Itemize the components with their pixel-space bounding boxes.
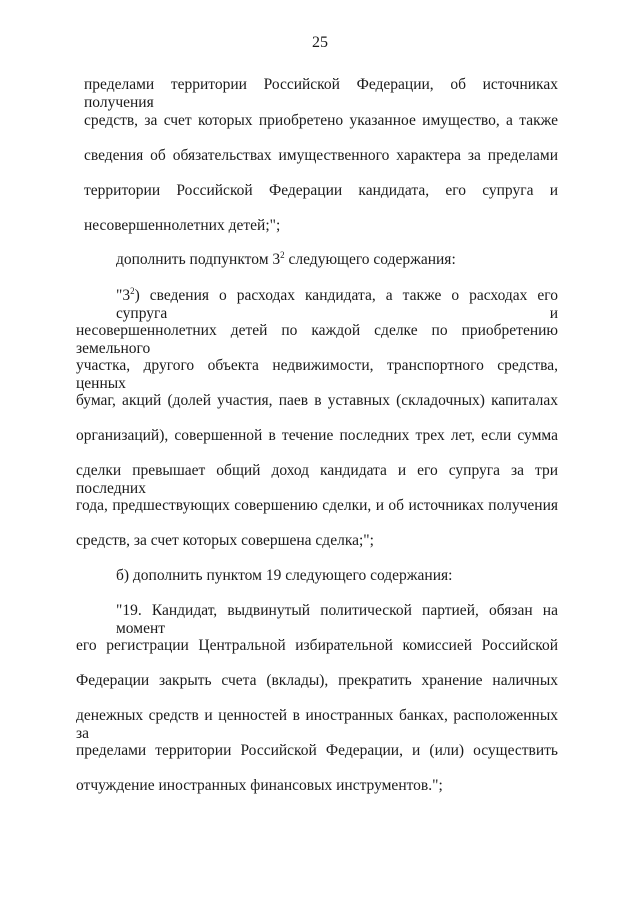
text-line: организаций), совершенной в течение последних трех лет, если сумма	[76, 427, 558, 444]
text-fragment: следующего содержания:	[284, 251, 456, 268]
text-line: пределами территории Российской Федерации, и (или) осуществить	[76, 742, 558, 759]
text-fragment: ) сведения о расходах кандидата, а также о расходах его супруга и	[116, 287, 558, 322]
text-line: пределами территории Российской Федерации, об источниках получения	[84, 76, 558, 111]
text-line: года, предшествующих совершению сделки, и об источниках получения	[76, 497, 558, 514]
text-line: средств, за счет которых приобретено указанное имущество, а также	[84, 112, 558, 129]
text-fragment: "3	[116, 287, 131, 304]
text-line	[116, 287, 558, 323]
text-line: отчуждение иностранных финансовых инструментов.";	[76, 777, 443, 794]
page-number: 25	[312, 34, 328, 51]
text-line: б) дополнить пунктом 19 следующего содержания:	[116, 567, 453, 584]
text-line: несовершеннолетних детей;";	[84, 217, 281, 234]
text-fragment: дополнить подпунктом 3	[116, 251, 281, 268]
text-line	[116, 251, 456, 269]
text-line: территории Российской Федерации кандидата, его супруга и	[84, 182, 558, 199]
text-line: бумаг, акций (долей участия, паев в уставных (складочных) капиталах	[76, 392, 558, 409]
text-line: несовершеннолетних детей по каждой сделке по приобретению земельного	[76, 322, 558, 357]
superscript: 2	[130, 286, 135, 296]
text-line: "19. Кандидат, выдвинутый политической партией, обязан на момент	[116, 602, 558, 637]
text-line: сделки превышает общий доход кандидата и его супруга за три последних	[76, 462, 558, 497]
text-line: сведения об обязательствах имущественного характера за пределами	[84, 147, 558, 164]
text-line: участка, другого объекта недвижимости, транспортного средства, ценных	[76, 357, 558, 392]
text-line: средств, за счет которых совершена сделка;";	[76, 532, 374, 549]
superscript: 2	[280, 250, 285, 260]
text-line: его регистрации Центральной избирательной комиссией Российской	[76, 637, 558, 654]
text-line: денежных средств и ценностей в иностранных банках, расположенных за	[76, 707, 558, 742]
text-line: Федерации закрыть счета (вклады), прекратить хранение наличных	[76, 672, 558, 689]
